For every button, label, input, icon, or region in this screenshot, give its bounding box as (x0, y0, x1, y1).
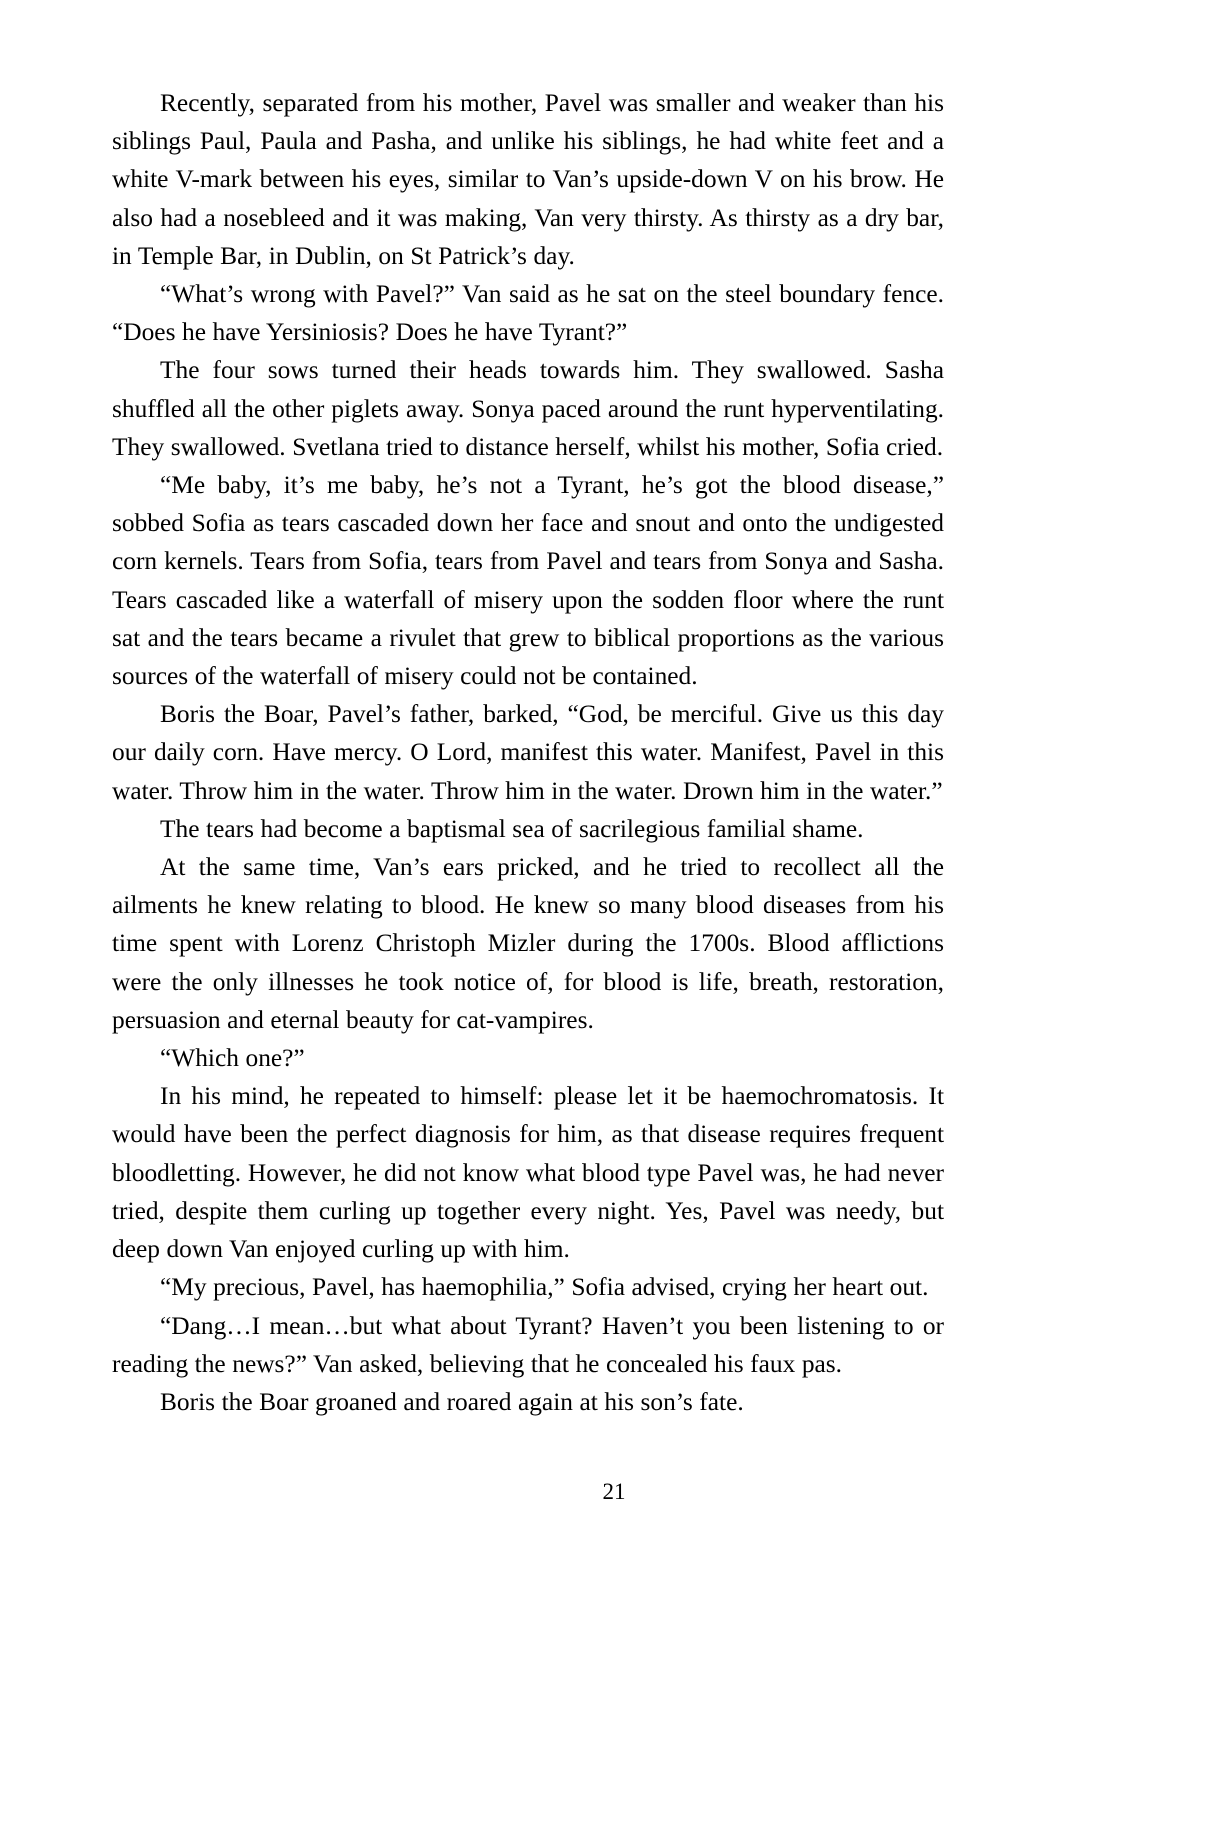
paragraph-12: Boris the Boar groaned and roared again at his son’s fate. (160, 1387, 744, 1416)
paragraph-4: “Me baby, it’s me baby, he’s not a Tyrant, he’s got the blood disease,” sobbed Sofia as tears cascaded down her face and snout and onto the undigested corn kernels. Tears from Sofia, tears from Pavel and tears from Sonya and Sasha. Tears cascaded like a waterfall of misery upon the sodden floor where the runt sat and the tears became a rivulet that grew to biblical proportions as the various sources of the waterfall of misery could not be contained. (112, 471, 944, 691)
paragraph-8: “Which one?” (160, 1044, 305, 1073)
paragraph-1: Recently, separated from his mother, Pavel was smaller and weaker than his siblings Paul, Paula and Pasha, and unlike his siblings, he had white feet and a white V-mark between his eyes, similar to Van’s upside-down V on his brow. He also had a nosebleed and it was making, Van very thirsty. As thirsty as a dry bar, in Temple Bar, in Dublin, on St Patrick’s day. (112, 89, 944, 270)
paragraph-9: In his mind, he repeated to himself: please let it be haemochromatosis. It would have been the perfect diagnosis for him, as that disease requires frequent bloodletting. However, he did not know what blood type Pavel was, he had never tried, despite them curling up together every night. Yes, Pavel was needy, but deep down Van enjoyed curling up with him. (112, 1082, 944, 1264)
paragraph-5: Boris the Boar, Pavel’s father, barked, “God, be merciful. Give us this day our daily corn. Have mercy. O Lord, manifest this water. Manifest, Pavel in this water. Throw him in the water. Throw him in the water. Drown him in the water.” (112, 700, 944, 805)
paragraph-10: “My precious, Pavel, has haemophilia,” Sofia advised, crying her heart out. (160, 1273, 929, 1302)
paragraph-2: “What’s wrong with Pavel?” Van said as he sat on the steel boundary fence. “Does he have Yersiniosis? Does he have Tyrant?” (112, 280, 944, 347)
paragraph-11: “Dang…I mean…but what about Tyrant? Haven’t you been listening to or reading the news?” Van asked, believing that he concealed his faux pas. (112, 1311, 944, 1378)
paragraph-3: The four sows turned their heads towards him. They swallowed. Sasha shuffled all the other piglets away. Sonya paced around the runt hyperventilating. They swallowed. Svetlana tried to distance herself, whilst his mother, Sofia cried. (112, 356, 944, 461)
page-number: 21 (602, 1479, 626, 1504)
paragraph-7: At the same time, Van’s ears pricked, and he tried to recollect all the ailments he knew relating to blood. He knew so many blood diseases from his time spent with Lorenz Christoph Mizler during the 1700s. Blood afflictions were the only illnesses he took notice of, for blood is life, breath, restoration, persuasion and eternal beauty for cat-vampires. (112, 853, 944, 1034)
paragraph-6: The tears had become a baptismal sea of sacrilegious familial shame. (160, 814, 864, 843)
page-text-column (112, 84, 944, 1421)
